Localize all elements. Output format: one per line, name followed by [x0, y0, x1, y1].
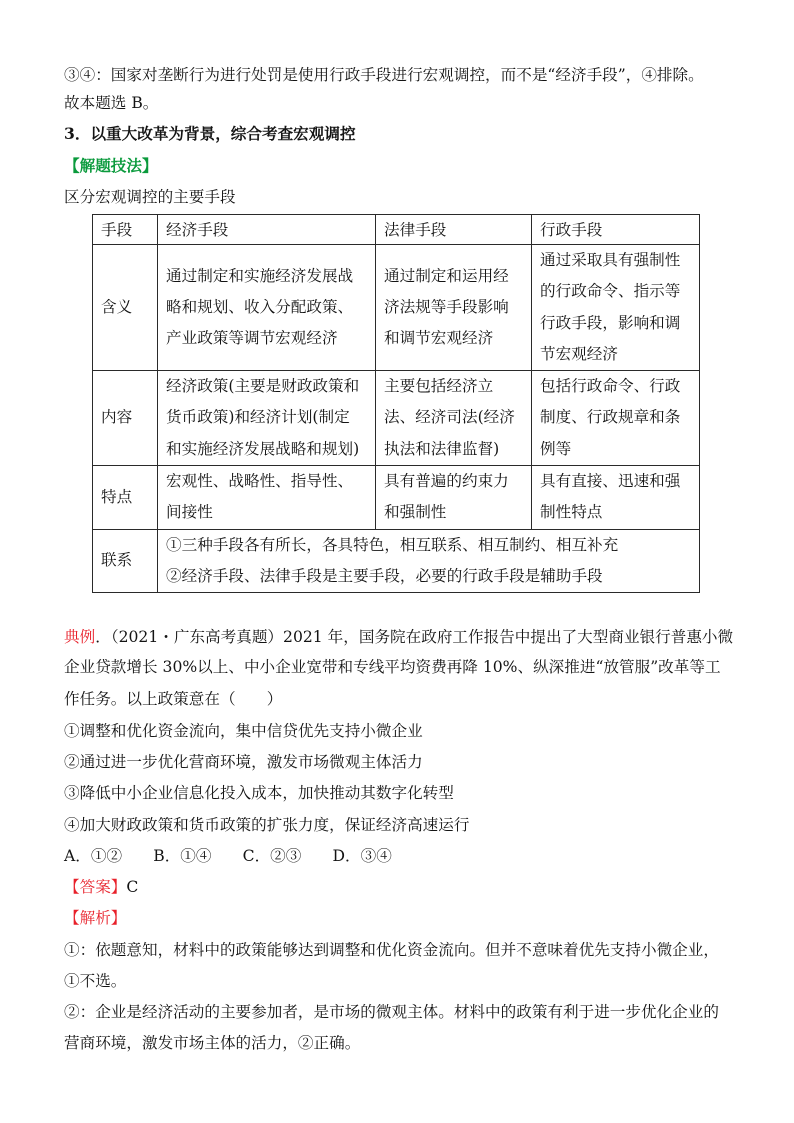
- table-row: [93, 371, 700, 466]
- table-cell: [532, 245, 700, 371]
- analysis-line: ①不选。: [64, 972, 127, 990]
- cell-line: 间接性: [166, 503, 213, 522]
- statement-item: ②通过进一步优化营商环境，激发市场微观主体活力: [64, 753, 423, 771]
- cell-line: 行政手段，影响和调: [540, 313, 681, 332]
- cell-line: 主要包括经济立: [384, 377, 494, 396]
- analysis-label: 【解析】: [64, 909, 127, 927]
- cell-line: 和调节宏观经济: [384, 329, 494, 348]
- answer-line: [64, 876, 138, 898]
- table-row: [93, 245, 700, 371]
- table-row: [93, 466, 700, 530]
- table-header-cell: 经济手段: [158, 215, 376, 245]
- table-cell: [376, 245, 532, 371]
- row-label: 联系: [93, 529, 158, 593]
- answer-choices: A．①② B．①④ C．②③ D．③④: [64, 847, 392, 865]
- cell-line: ①三种手段各有所长，各具特色，相互联系、相互制约、相互补充: [166, 535, 619, 554]
- cell-line: 节宏观经济: [540, 344, 618, 363]
- statement-item: ①调整和优化资金流向，集中信贷优先支持小微企业: [64, 722, 423, 740]
- analysis-line: ①：依题意知，材料中的政策能够达到调整和优化资金流向。但并不意味着优先支持小微企业，: [64, 941, 719, 959]
- statement-item: ③降低中小企业信息化投入成本，加快推动其数字化转型: [64, 784, 454, 802]
- example-tag: 典例: [64, 628, 96, 646]
- cell-line: 经济政策(主要是财政政策和: [166, 377, 360, 396]
- table-header-row: [93, 215, 700, 245]
- cell-line: 的行政命令、指示等: [540, 282, 681, 301]
- example-intro-line: [64, 626, 733, 648]
- cell-line: 通过制定和实施经济发展战: [166, 266, 354, 285]
- cell-line: 具有普遍的约束力: [384, 472, 509, 491]
- intro-line: ③④：国家对垄断行为进行处罚是使用行政手段进行宏观调控，而不是“经济手段”，④排除。: [64, 66, 704, 84]
- cell-line: 制性特点: [540, 503, 603, 522]
- cell-line: 包括行政命令、行政: [540, 377, 681, 396]
- section-heading: 3．以重大改革为背景，综合考查宏观调控: [64, 124, 356, 143]
- cell-line: 略和规划、收入分配政策、: [166, 297, 354, 316]
- table-row: [93, 529, 700, 593]
- cell-line: 货币政策)和经济计划(制定: [166, 408, 350, 427]
- table-header-cell: 行政手段: [532, 215, 700, 245]
- row-label: 特点: [93, 466, 158, 530]
- cell-line: 和实施经济发展战略和规划): [166, 439, 360, 458]
- cell-line: 制度、行政规章和条: [540, 408, 681, 427]
- table-cell: [158, 371, 376, 466]
- example-line: 企业贷款增长 30%以上、中小企业宽带和专线平均资费再降 10%、纵深推进“放管服”改革等工: [64, 658, 721, 676]
- row-label: 内容: [93, 371, 158, 466]
- cell-line: 产业政策等调节宏观经济: [166, 329, 338, 348]
- technique-label: 【解题技法】: [64, 156, 158, 175]
- cell-line: 宏观性、战略性、指导性、: [166, 472, 354, 491]
- cell-line: 通过制定和运用经: [384, 266, 509, 285]
- intro-line: 故本题选 B。: [64, 94, 159, 112]
- analysis-line: 营商环境，激发市场主体的活力，②正确。: [64, 1034, 361, 1052]
- cell-line: 执法和法律监督): [384, 439, 500, 458]
- cell-line: 具有直接、迅速和强: [540, 472, 681, 491]
- table-cell: [532, 371, 700, 466]
- table-header-cell: 法律手段: [376, 215, 532, 245]
- table-header-cell: 手段: [93, 215, 158, 245]
- table-cell: [158, 245, 376, 371]
- cell-line: 例等: [540, 439, 572, 458]
- cell-line: 济法规等手段影响: [384, 297, 509, 316]
- example-line: 作任务。以上政策意在（ ）: [64, 690, 283, 708]
- table-cell: [158, 466, 376, 530]
- answer-value: C: [126, 878, 139, 896]
- table-cell: [532, 466, 700, 530]
- cell-line: ②经济手段、法律手段是主要手段，必要的行政手段是辅助手段: [166, 566, 603, 585]
- analysis-line: ②：企业是经济活动的主要参加者，是市场的微观主体。材料中的政策有利于进一步优化企业的: [64, 1003, 719, 1021]
- table-cell: [376, 466, 532, 530]
- row-label: 含义: [93, 245, 158, 371]
- cell-line: 法、经济司法(经济: [384, 408, 515, 427]
- cell-line: 通过采取具有强制性: [540, 251, 681, 269]
- example-text: ．（2021・广东高考真题）2021 年，国务院在政府工作报告中提出了大型商业银行普惠小微: [95, 628, 734, 646]
- table-caption: 区分宏观调控的主要手段: [64, 188, 236, 206]
- macro-control-means-table: [92, 214, 700, 593]
- cell-line: 和强制性: [384, 503, 447, 522]
- table-merged-cell: [158, 529, 700, 593]
- statement-item: ④加大财政政策和货币政策的扩张力度，保证经济高速运行: [64, 816, 470, 834]
- answer-label: 【答案】: [64, 878, 127, 896]
- table-cell: [376, 371, 532, 466]
